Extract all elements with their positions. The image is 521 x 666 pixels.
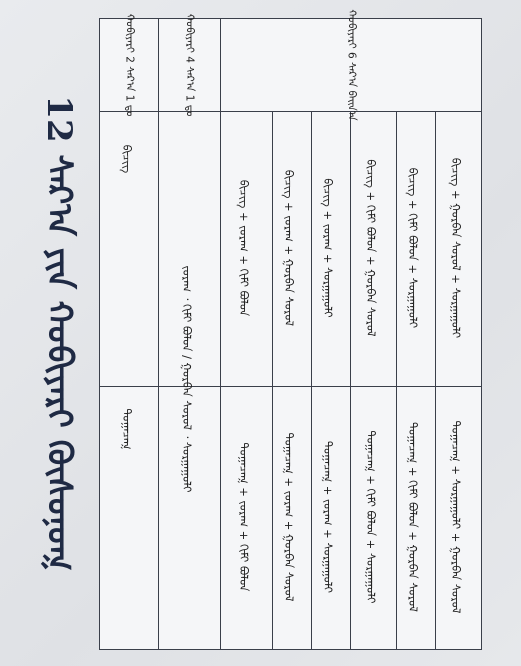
column-divider [272,111,273,649]
schedule-table: ᠬᠤᠪᠢᠶᠠᠷᠢ 2 ᠰᠠᠷ᠎ᠠ 1 ᠳᠤ ᠬᠤᠪᠢᠶᠠᠷᠢ 4 ᠰᠠᠷ᠎ᠠ 1 ᠳᠤ ᠬᠤᠪᠢᠶᠠᠷᠢ 6 ᠰᠠᠷ᠎ᠠ ᠪᠠᠢᠨ᠎ᠠ ᠪᠢᠴᠢᠭ᠌ ᠲᠤᠭᠠᠴᠠᠭ᠍ ᠵᠤᠷᠠᠭ ᠂ ᠬᠢᠮᠢ ᠪᠤᠯᠤᠨ / ᠭᠤᠷᠪᠠᠨ ᠰᠤᠷᠤᠯ ᠂ ᠰᠤᠷᠭᠠᠭᠤᠯᠢ ᠪᠢᠴᠢᠭ᠌ + ᠵᠤᠷᠠᠭ + ᠬᠢᠮᠢ ᠪᠤᠯᠤᠨ ᠪᠢᠴᠢᠭ᠌ + ᠵᠤᠷᠠᠭ + ᠭᠤᠷᠪᠠᠨ ᠰᠤᠷᠤᠯ ᠪᠢᠴᠢᠭ᠌ + ᠵᠤᠷᠠᠭ + ᠰᠤᠷᠭᠠᠭᠤᠯᠢ ᠪᠢᠴᠢᠭ᠌ + ᠬᠢᠮᠢ ᠪᠤᠯᠤᠨ + ᠭᠤᠷᠪᠠᠨ ᠰᠤᠷᠤᠯ ᠪᠢᠴᠢᠭ᠌ + ᠬᠢᠮᠢ ᠪᠤᠯᠤᠨ + ᠰᠤᠷᠭᠠᠭᠤᠯᠢ ᠪᠢᠴᠢᠭ᠌ + ᠭᠤᠷᠪᠠᠨ ᠰᠤᠷᠤᠯ + ᠰᠤᠷᠭᠠᠭᠤᠯᠢ ᠲᠤᠭᠠᠴᠠᠭ᠍ + ᠵᠤᠷᠠᠭ + ᠬᠢᠮᠢ ᠪᠤᠯᠤᠨ ᠲᠤᠭᠠᠴᠠᠭ᠍ + ᠵᠤᠷᠠᠭ + ᠭᠤᠷᠪᠠᠨ ᠰᠤᠷᠤᠯ ᠲᠤᠭᠠᠴᠠᠭ᠍ + ᠵᠤᠷᠠᠭ + ᠰᠤᠷᠭᠠᠭᠤᠯᠢ ᠲᠤᠭᠠᠴᠠᠭ᠍ + ᠬᠢᠮᠢ ᠪᠤᠯᠤᠨ + ᠰᠤᠷᠭᠠᠭᠤᠯᠢ ᠲᠤᠭᠠᠴᠠᠭ᠍ + ᠬᠢᠮᠢ ᠪᠤᠯᠤᠨ + ᠭᠤᠷᠪᠠᠨ ᠰᠤᠷᠤᠯ ᠲᠤᠭᠠᠴᠠᠭ᠍ + ᠰᠤᠷᠭᠠᠭᠤᠯᠢ + ᠭᠤᠷᠪᠠᠨ ᠰᠤᠷᠤᠯ [99,18,482,650]
column-divider [350,111,351,649]
column-divider [311,111,312,649]
column-divider [220,19,221,649]
column-divider [435,111,436,649]
column-divider [396,111,397,649]
page-title-text: 12 ᠰᠠᠷ᠎ᠠ ᠶᠢᠨ ᠬᠤᠪᠢᠶᠠᠷᠢ ᠬᠦᠰᠦᠨᠦᠭ᠍ [39,95,79,571]
column-divider [158,19,159,649]
